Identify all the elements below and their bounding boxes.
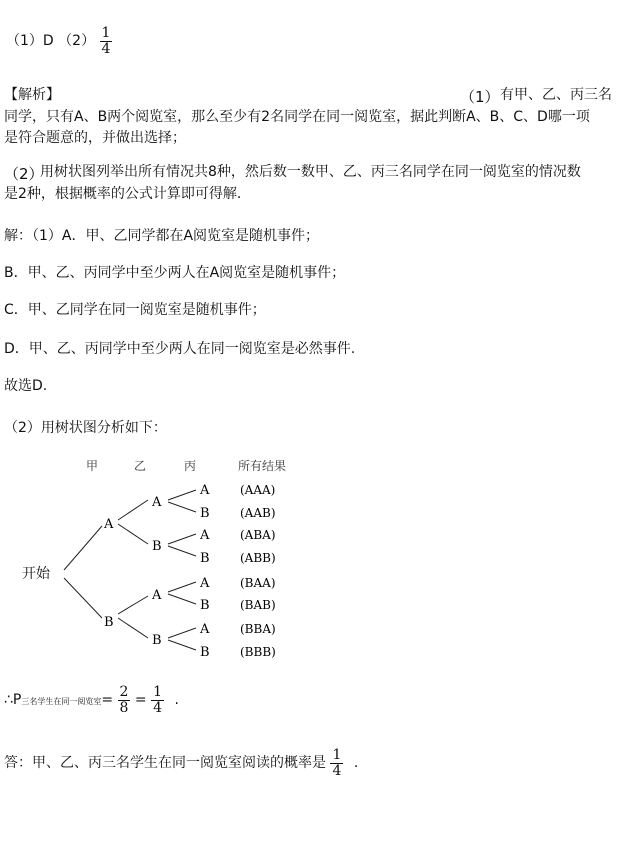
result-item: (BAA) [240, 576, 276, 590]
fraction-numerator: 1 [153, 684, 163, 700]
analysis-p1-line2: 同学，只有A、B两个阅览室，那么至少有2名同学在同一阅览室，据此判断A、B、C、D哪一项 [4, 109, 590, 125]
result-item: (ABA) [240, 528, 276, 542]
conclusion-end: . [353, 755, 359, 772]
solution-line-5: 故选D. [4, 378, 48, 394]
edge [168, 582, 196, 592]
probability-line [4, 685, 179, 715]
result-item: (BBB) [240, 645, 276, 659]
result-item: (AAB) [240, 506, 276, 520]
part2-label: （2） [58, 33, 96, 50]
edge [168, 534, 196, 544]
level2-node: B [152, 539, 162, 554]
fraction-numerator: 1 [101, 25, 111, 41]
solution-line-3: C．甲、乙同学在同一阅览室是随机事件； [4, 302, 266, 318]
edge [118, 596, 148, 614]
fraction-denominator: 4 [332, 762, 342, 779]
header-yi: 乙 [134, 459, 147, 473]
part1-label: （1） [6, 33, 43, 50]
prob-fraction-2 [151, 685, 164, 715]
result-item: (BAB) [240, 598, 276, 612]
analysis-heading: 【解析】 [4, 87, 60, 103]
conclusion-line [4, 748, 358, 778]
result-item: (AAA) [240, 483, 276, 497]
fraction-denominator: 4 [153, 699, 163, 716]
level1-node: B [104, 615, 114, 630]
tree-root: 开始 [22, 566, 50, 582]
prob-fraction-1 [118, 685, 131, 715]
prob-subscript: 三名学生在同一阅览室 [21, 697, 102, 707]
level2-node: A [152, 588, 162, 603]
fraction-denominator: 8 [119, 699, 129, 716]
level3-node: B [200, 506, 210, 521]
level1-node: A [104, 517, 114, 532]
analysis-p1-line3: 是符合题意的，并做出选择； [4, 130, 186, 146]
prob-eq1: = [101, 692, 114, 709]
analysis-p1-marker: （1） [460, 88, 500, 106]
level3-node: B [200, 598, 210, 613]
part1-value: D [42, 33, 54, 50]
fraction-numerator: 1 [332, 747, 342, 763]
fraction-denominator: 4 [101, 40, 111, 57]
conclusion-text: 答：甲、乙、丙三名学生在同一阅览室阅读的概率是 [4, 755, 326, 772]
solution-line-2: B．甲、乙、丙同学中至少两人在A阅览室是随机事件； [4, 265, 346, 281]
edge [168, 628, 196, 638]
prob-prefix: ∴P [4, 692, 22, 709]
solution-line-1: 解：（1）A．甲、乙同学都在A阅览室是随机事件； [4, 228, 320, 244]
level3-node: B [200, 645, 210, 660]
level3-node: A [200, 483, 210, 498]
level3-node: A [200, 576, 210, 591]
tree-diagram [0, 450, 330, 670]
level3-node: A [200, 622, 210, 637]
edge [168, 594, 196, 604]
edge [168, 640, 196, 650]
conclusion-fraction [330, 748, 343, 778]
edge [168, 490, 196, 500]
solution-line-4: D．甲、乙、丙同学中至少两人在同一阅览室是必然事件. [4, 341, 356, 357]
answer-line [6, 26, 112, 56]
analysis-p2-line2: 是2种，根据概率的公式计算即可得解. [4, 186, 242, 202]
answer-fraction [100, 26, 113, 56]
prob-end: . [174, 692, 179, 709]
edge [118, 500, 148, 520]
header-results: 所有结果 [238, 459, 287, 473]
level3-node: A [200, 528, 210, 543]
analysis-p1-line1: 有甲、乙、丙三名 [500, 87, 612, 103]
solution-line-6: （2）用树状图分析如下： [4, 420, 167, 436]
edge [168, 546, 196, 556]
analysis-p2-line1: 用树状图列举出所有情况共8种，然后数一数甲、乙、丙三名同学在同一阅览室的情况数 [40, 164, 581, 180]
fraction-numerator: 2 [119, 684, 129, 700]
edge-root-A [64, 526, 102, 570]
edge-root-B [64, 578, 102, 618]
level2-node: B [152, 633, 162, 648]
result-item: (ABB) [240, 551, 276, 565]
header-bing: 丙 [184, 459, 197, 473]
edge [168, 502, 196, 512]
level2-node: A [152, 495, 162, 510]
analysis-p2-marker: （2） [4, 165, 44, 183]
level3-node: B [200, 551, 210, 566]
edge [118, 524, 148, 544]
prob-eq2: = [134, 692, 147, 709]
edge [118, 618, 148, 638]
result-item: (BBA) [240, 622, 276, 636]
header-jia: 甲 [86, 459, 99, 473]
